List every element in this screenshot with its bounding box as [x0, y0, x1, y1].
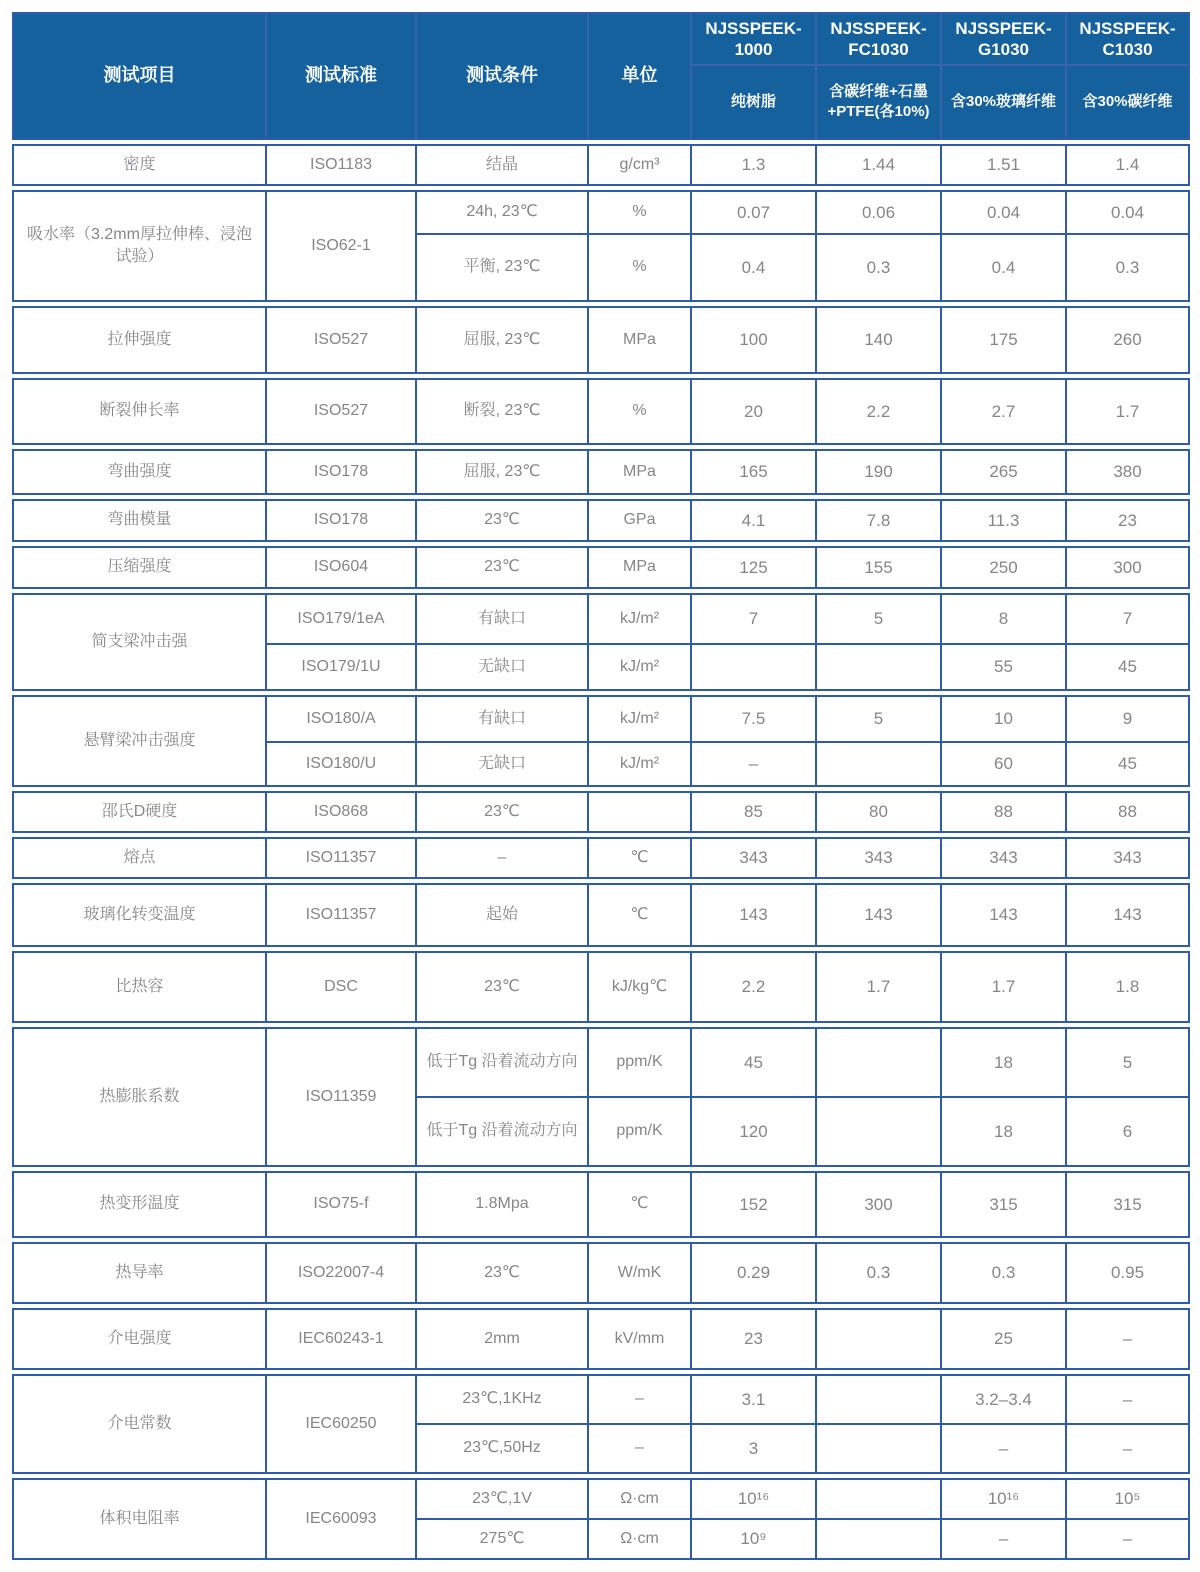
table-row-group	[12, 837, 1190, 879]
column-header-product-3	[940, 14, 1065, 138]
row-standard: ISO22007-4	[265, 1244, 415, 1302]
table-subrow	[415, 192, 1188, 233]
value-cell: 0.4	[940, 235, 1065, 300]
table-subrow	[415, 451, 1188, 493]
row-standard: ISO11359	[265, 1029, 415, 1165]
row-condition: 23℃	[415, 548, 587, 587]
value-cell: –	[690, 743, 815, 785]
value-cell: 60	[940, 743, 1065, 785]
row-subrows	[415, 1480, 1188, 1558]
product-description: 含30%碳纤维	[1067, 64, 1188, 138]
row-standard: ISO75-f	[265, 1173, 415, 1236]
value-cell: 343	[1065, 839, 1188, 877]
value-cell: 45	[1065, 743, 1188, 785]
row-condition: 结晶	[415, 146, 587, 184]
row-item-label: 吸水率（3.2mm厚拉伸棒、浸泡试验）	[27, 225, 252, 265]
table-subrow	[415, 501, 1188, 540]
value-cell: 5	[1065, 1029, 1188, 1096]
row-unit: kV/mm	[587, 1310, 690, 1368]
table-subrow	[415, 1310, 1188, 1368]
table-row-group	[12, 1171, 1190, 1238]
row-item-label: 热变形温度	[99, 1195, 180, 1213]
value-cell: 0.04	[1065, 192, 1188, 233]
row-item-label: 拉伸强度	[107, 330, 172, 348]
value-cell: 7.5	[690, 697, 815, 741]
column-header-test-item: 测试项目	[103, 65, 176, 86]
value-cell: –	[1065, 1425, 1188, 1472]
row-item-label: 热膨胀系数	[99, 1087, 180, 1105]
value-cell: –	[1065, 1520, 1188, 1558]
row-unit: –	[587, 1425, 690, 1472]
value-cell: 175	[940, 308, 1065, 372]
row-subrows	[415, 380, 1188, 443]
value-cell: 9	[1065, 697, 1188, 741]
table-row-group	[12, 449, 1190, 495]
row-subrows	[415, 1244, 1188, 1302]
row-item-label: 密度	[123, 155, 156, 173]
column-header-product-2	[815, 14, 940, 138]
table-subrow	[265, 595, 1188, 643]
row-condition: 23℃	[415, 1244, 587, 1302]
row-condition: 24h, 23℃	[415, 192, 587, 233]
table-subrow	[415, 839, 1188, 877]
value-cell: 143	[690, 885, 815, 945]
table-subrow	[415, 793, 1188, 831]
value-cell: 18	[940, 1098, 1065, 1165]
column-header-test-condition: 测试条件	[415, 14, 587, 138]
product-name: NJSSPEEK-G1030	[955, 18, 1052, 59]
value-cell: 23	[1065, 501, 1188, 540]
row-condition: 平衡, 23℃	[415, 235, 587, 300]
row-condition: 23℃	[415, 953, 587, 1021]
row-standard: ISO11357	[265, 885, 415, 945]
value-cell: 5	[815, 697, 940, 741]
table-subrow	[265, 741, 1188, 785]
value-cell	[815, 1425, 940, 1472]
table-row-group	[12, 499, 1190, 542]
column-header-product-1	[690, 14, 815, 138]
value-cell	[815, 1376, 940, 1423]
product-name: NJSSPEEK-C1030	[1079, 18, 1176, 59]
value-cell: 10¹⁶	[690, 1480, 815, 1518]
table-row-group	[12, 951, 1190, 1023]
row-unit: g/cm³	[587, 146, 690, 184]
row-subrows	[415, 1173, 1188, 1236]
table-row-group	[12, 1374, 1190, 1474]
value-cell: 20	[690, 380, 815, 443]
value-cell: 1.51	[940, 146, 1065, 184]
row-standard: ISO527	[265, 308, 415, 372]
value-cell: 4.1	[690, 501, 815, 540]
row-item-label: 邵氏D硬度	[101, 802, 178, 820]
table-subrow	[415, 308, 1188, 372]
value-cell: 55	[940, 645, 1065, 689]
value-cell: 3.1	[690, 1376, 815, 1423]
value-cell: 0.3	[940, 1244, 1065, 1302]
row-subrows	[415, 308, 1188, 372]
row-condition: 起始	[415, 885, 587, 945]
row-subrows	[265, 595, 1188, 689]
row-condition: 有缺口	[415, 595, 587, 643]
row-condition: 有缺口	[415, 697, 587, 741]
value-cell: 0.07	[690, 192, 815, 233]
value-cell	[815, 1098, 940, 1165]
value-cell: 23	[690, 1310, 815, 1368]
row-standard: ISO604	[265, 548, 415, 587]
value-cell: 7	[690, 595, 815, 643]
table-body	[12, 144, 1190, 1560]
value-cell: 143	[940, 885, 1065, 945]
product-description: 含30%玻璃纤维	[942, 64, 1065, 138]
row-condition: 23℃,50Hz	[415, 1425, 587, 1472]
row-condition: 23℃	[415, 501, 587, 540]
row-item-label: 简支梁冲击强	[91, 632, 188, 650]
value-cell: 0.06	[815, 192, 940, 233]
product-name: NJSSPEEK-1000	[705, 18, 802, 59]
row-standard: ISO179/1U	[265, 645, 415, 689]
value-cell: 3	[690, 1425, 815, 1472]
row-unit: Ω·cm	[587, 1480, 690, 1518]
row-condition: 低于Tg 沿着流动方向	[415, 1029, 587, 1096]
row-item-label: 弯曲强度	[107, 462, 172, 480]
row-subrows	[415, 1376, 1188, 1472]
row-standard: ISO178	[265, 451, 415, 493]
row-item-label: 熔点	[123, 848, 156, 866]
row-subrows	[415, 885, 1188, 945]
row-subrows	[265, 697, 1188, 785]
table-row-group	[12, 378, 1190, 445]
table-subrow	[415, 1376, 1188, 1423]
row-standard: ISO527	[265, 380, 415, 443]
row-unit: W/mK	[587, 1244, 690, 1302]
table-row-group	[12, 546, 1190, 589]
material-properties-table	[12, 12, 1190, 1564]
value-cell: 1.7	[940, 953, 1065, 1021]
row-condition: 23℃	[415, 793, 587, 831]
value-cell: 88	[1065, 793, 1188, 831]
row-item-label: 断裂伸长率	[99, 402, 180, 420]
table-subrow	[415, 953, 1188, 1021]
row-unit: GPa	[587, 501, 690, 540]
value-cell: 0.29	[690, 1244, 815, 1302]
row-standard: ISO1183	[265, 146, 415, 184]
value-cell: 0.3	[815, 235, 940, 300]
table-row-group	[12, 883, 1190, 947]
row-unit: kJ/kg℃	[587, 953, 690, 1021]
row-unit: %	[587, 235, 690, 300]
value-cell: 1.44	[815, 146, 940, 184]
value-cell: 2.7	[940, 380, 1065, 443]
row-standard: ISO11357	[265, 839, 415, 877]
value-cell: 11.3	[940, 501, 1065, 540]
row-standard: ISO868	[265, 793, 415, 831]
value-cell: 1.3	[690, 146, 815, 184]
row-unit	[587, 793, 690, 831]
table-row-group	[12, 144, 1190, 186]
value-cell	[690, 645, 815, 689]
row-item-label: 弯曲模量	[107, 511, 172, 529]
row-standard: ISO62-1	[265, 192, 415, 300]
row-condition: 无缺口	[415, 645, 587, 689]
value-cell: 343	[815, 839, 940, 877]
value-cell: 300	[1065, 548, 1188, 587]
row-item-label: 热导率	[115, 1263, 164, 1281]
table-row-group	[12, 593, 1190, 691]
row-subrows	[415, 548, 1188, 587]
table-subrow	[415, 1244, 1188, 1302]
value-cell	[815, 1029, 940, 1096]
value-cell: 1.8	[1065, 953, 1188, 1021]
row-unit: MPa	[587, 308, 690, 372]
value-cell: 1.7	[1065, 380, 1188, 443]
value-cell: 343	[690, 839, 815, 877]
row-subrows	[415, 953, 1188, 1021]
value-cell: 10¹⁶	[940, 1480, 1065, 1518]
row-subrows	[415, 192, 1188, 300]
table-row-group	[12, 695, 1190, 787]
value-cell: 7.8	[815, 501, 940, 540]
value-cell: 190	[815, 451, 940, 493]
row-unit: ppm/K	[587, 1098, 690, 1165]
value-cell: –	[940, 1520, 1065, 1558]
value-cell: 143	[1065, 885, 1188, 945]
value-cell: 125	[690, 548, 815, 587]
value-cell: 2.2	[815, 380, 940, 443]
row-item-label: 压缩强度	[107, 558, 172, 576]
value-cell	[815, 1520, 940, 1558]
value-cell: 143	[815, 885, 940, 945]
row-unit: ℃	[587, 839, 690, 877]
row-item-label: 比热容	[115, 977, 164, 995]
table-subrow	[415, 1029, 1188, 1096]
value-cell: –	[1065, 1310, 1188, 1368]
value-cell: 120	[690, 1098, 815, 1165]
value-cell: 1.7	[815, 953, 940, 1021]
value-cell	[815, 743, 940, 785]
value-cell: 25	[940, 1310, 1065, 1368]
value-cell: 265	[940, 451, 1065, 493]
row-condition: 低于Tg 沿着流动方向	[415, 1098, 587, 1165]
row-unit: ppm/K	[587, 1029, 690, 1096]
row-unit: kJ/m²	[587, 743, 690, 785]
value-cell: 8	[940, 595, 1065, 643]
value-cell: 10	[940, 697, 1065, 741]
value-cell	[815, 1480, 940, 1518]
row-item-label: 介电常数	[107, 1414, 172, 1432]
value-cell: 140	[815, 308, 940, 372]
table-subrow	[415, 1480, 1188, 1518]
value-cell: 45	[690, 1029, 815, 1096]
row-subrows	[415, 501, 1188, 540]
row-unit: Ω·cm	[587, 1520, 690, 1558]
value-cell: 85	[690, 793, 815, 831]
row-unit: ℃	[587, 1173, 690, 1236]
product-name: NJSSPEEK-FC1030	[830, 18, 927, 59]
table-subrow	[415, 146, 1188, 184]
value-cell: 380	[1065, 451, 1188, 493]
value-cell: 155	[815, 548, 940, 587]
row-condition: 2mm	[415, 1310, 587, 1368]
value-cell	[815, 645, 940, 689]
row-standard: IEC60250	[265, 1376, 415, 1472]
table-subrow	[265, 643, 1188, 689]
row-condition: 1.8Mpa	[415, 1173, 587, 1236]
value-cell: 165	[690, 451, 815, 493]
row-condition: 断裂, 23℃	[415, 380, 587, 443]
table-subrow	[415, 885, 1188, 945]
row-subrows	[415, 839, 1188, 877]
table-row-group	[12, 1308, 1190, 1370]
value-cell: 250	[940, 548, 1065, 587]
value-cell: 152	[690, 1173, 815, 1236]
table-row-group	[12, 1027, 1190, 1167]
column-header-test-standard: 测试标准	[265, 14, 415, 138]
table-row-group	[12, 306, 1190, 374]
row-subrows	[415, 1310, 1188, 1368]
value-cell: 0.4	[690, 235, 815, 300]
row-subrows	[415, 146, 1188, 184]
row-standard: DSC	[265, 953, 415, 1021]
value-cell: 80	[815, 793, 940, 831]
table-row-group	[12, 791, 1190, 833]
value-cell: 6	[1065, 1098, 1188, 1165]
row-standard: IEC60243-1	[265, 1310, 415, 1368]
row-subrows	[415, 451, 1188, 493]
value-cell: –	[1065, 1376, 1188, 1423]
row-standard: IEC60093	[265, 1480, 415, 1558]
table-subrow	[415, 233, 1188, 300]
row-unit: MPa	[587, 548, 690, 587]
row-condition: 275℃	[415, 1520, 587, 1558]
value-cell: 2.2	[690, 953, 815, 1021]
row-standard: ISO180/A	[265, 697, 415, 741]
value-cell: 3.2–3.4	[940, 1376, 1065, 1423]
table-subrow	[415, 380, 1188, 443]
table-subrow	[265, 697, 1188, 741]
value-cell: 0.3	[1065, 235, 1188, 300]
product-description: 纯树脂	[692, 64, 815, 138]
row-unit: kJ/m²	[587, 697, 690, 741]
row-subrows	[415, 793, 1188, 831]
value-cell: 260	[1065, 308, 1188, 372]
value-cell: 0.3	[815, 1244, 940, 1302]
value-cell: 300	[815, 1173, 940, 1236]
row-unit: kJ/m²	[587, 645, 690, 689]
row-condition: 无缺口	[415, 743, 587, 785]
value-cell: 45	[1065, 645, 1188, 689]
table-header	[12, 12, 1190, 140]
value-cell: 7	[1065, 595, 1188, 643]
table-subrow	[415, 1096, 1188, 1165]
product-description: 含碳纤维+石墨+PTFE(各10%)	[817, 64, 940, 138]
value-cell	[815, 1310, 940, 1368]
row-unit: MPa	[587, 451, 690, 493]
row-item-label: 玻璃化转变温度	[83, 905, 196, 923]
table-row-group	[12, 1242, 1190, 1304]
value-cell: 315	[1065, 1173, 1188, 1236]
value-cell: 0.04	[940, 192, 1065, 233]
row-condition: 23℃,1V	[415, 1480, 587, 1518]
table-subrow	[415, 1423, 1188, 1472]
value-cell: 100	[690, 308, 815, 372]
row-unit: kJ/m²	[587, 595, 690, 643]
row-item-label: 介电强度	[107, 1329, 172, 1347]
value-cell: –	[940, 1425, 1065, 1472]
row-unit: –	[587, 1376, 690, 1423]
row-condition: 屈服, 23℃	[415, 451, 587, 493]
row-unit: ℃	[587, 885, 690, 945]
value-cell: 10⁹	[690, 1520, 815, 1558]
value-cell: 10⁵	[1065, 1480, 1188, 1518]
row-condition: 23℃,1KHz	[415, 1376, 587, 1423]
row-item-label: 体积电阻率	[99, 1509, 180, 1527]
row-condition: –	[415, 839, 587, 877]
value-cell: 18	[940, 1029, 1065, 1096]
row-subrows	[415, 1029, 1188, 1165]
column-header-product-4	[1065, 14, 1188, 138]
table-subrow	[415, 1518, 1188, 1558]
value-cell: 0.95	[1065, 1244, 1188, 1302]
row-standard: ISO180/U	[265, 743, 415, 785]
row-condition: 屈服, 23℃	[415, 308, 587, 372]
value-cell: 5	[815, 595, 940, 643]
table-row-group	[12, 1478, 1190, 1560]
row-item-label: 悬臂梁冲击强度	[83, 731, 196, 749]
table-subrow	[415, 1173, 1188, 1236]
value-cell: 88	[940, 793, 1065, 831]
column-header-unit: 单位	[587, 14, 690, 138]
row-unit: %	[587, 192, 690, 233]
table-subrow	[415, 548, 1188, 587]
value-cell: 1.4	[1065, 146, 1188, 184]
row-standard: ISO179/1eA	[265, 595, 415, 643]
row-unit: %	[587, 380, 690, 443]
row-standard: ISO178	[265, 501, 415, 540]
value-cell: 343	[940, 839, 1065, 877]
value-cell: 315	[940, 1173, 1065, 1236]
table-row-group	[12, 190, 1190, 302]
